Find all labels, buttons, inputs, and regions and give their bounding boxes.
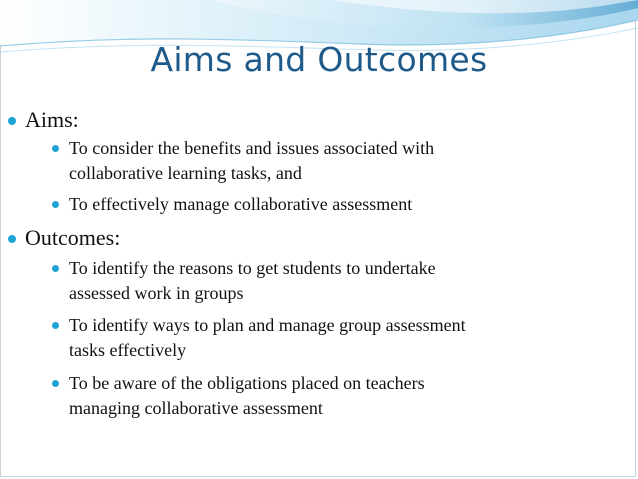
bullet-icon <box>52 201 59 208</box>
section-heading-aims: Aims: <box>25 107 79 132</box>
bullet-text: To identify the reasons to get students to undertake <box>69 258 436 278</box>
bullet-icon <box>52 380 59 387</box>
bullet-icon <box>8 117 16 125</box>
bullet-icon <box>52 265 59 272</box>
bullet-icon <box>52 322 59 329</box>
bullet-text: To be aware of the obligations placed on teachers <box>69 373 425 393</box>
section-heading-outcomes: Outcomes: <box>25 225 121 250</box>
bullet-text-continuation: assessed work in groups <box>69 283 244 303</box>
bullet-text: To identify ways to plan and manage group assessment <box>69 315 466 335</box>
bullet-text-continuation: managing collaborative assessment <box>69 398 323 418</box>
bullet-icon <box>8 235 16 243</box>
slide-title: Aims and Outcomes <box>150 40 488 79</box>
bullet-icon <box>52 145 59 152</box>
bullet-text: To effectively manage collaborative assessment <box>69 194 413 214</box>
bullet-text: To consider the benefits and issues associated with <box>69 138 435 158</box>
bullet-text-continuation: tasks effectively <box>69 340 187 360</box>
bullet-text-continuation: collaborative learning tasks, and <box>69 163 302 183</box>
